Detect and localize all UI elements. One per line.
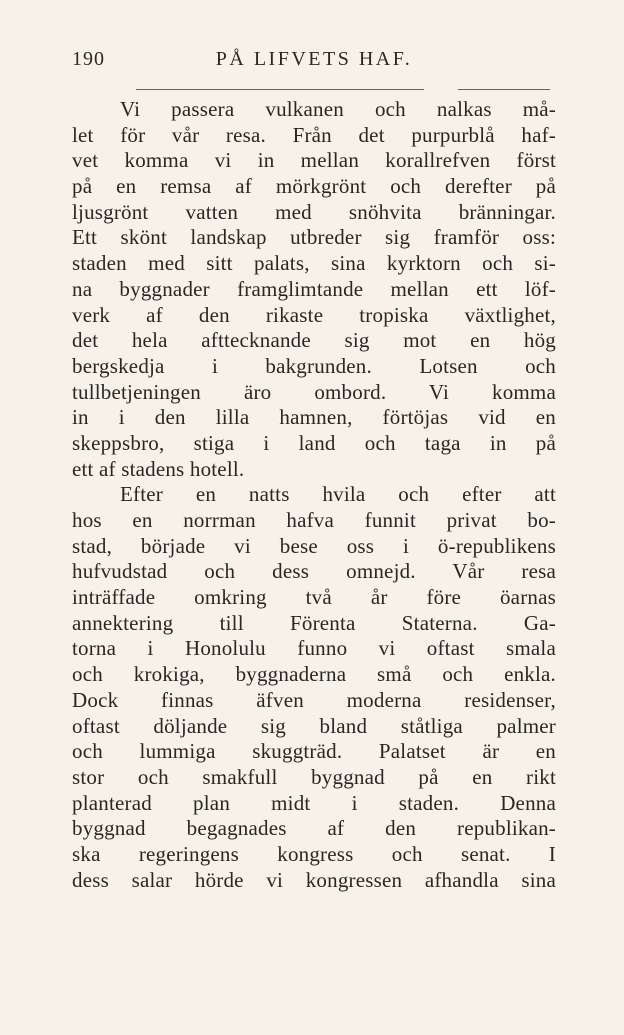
text-line: och lummiga skuggträd. Palatset är en [72,739,556,764]
text-line: verk af den rikaste tropiska växtlighet, [72,302,556,327]
text-line: och krokiga, byggnaderna små och enkla. [72,662,556,687]
text-line: dess salar hörde vi kongressen afhandla sina [72,867,556,892]
text-line: hos en norrman hafva funnit privat bo- [72,508,556,532]
text-line: Dock finnas äfven moderna residenser, [72,687,556,712]
text-line: hufvudstad och dess omnejd. Vår resa [72,559,556,584]
page-header [72,48,556,78]
text-line: ska regeringens kongress och senat. I [72,841,556,866]
text-line: oftast döljande sig bland ståtliga palmer [72,713,556,738]
text-line: vet komma vi in mellan korallrefven först [72,148,556,173]
text-line: in i den lilla hamnen, förtöjas vid en [72,405,556,430]
text-line: torna i Honolulu funno vi oftast smala [72,636,556,661]
page-number: 190 [72,48,105,70]
text-line: stad, började vi bese oss i ö-republikens [72,533,556,558]
text-line: det hela afttecknande sig mot en hög [72,328,556,353]
header-rule-right [458,89,550,90]
text-line: skeppsbro, stiga i land och taga in på [72,430,556,455]
text-line: ljusgrönt vatten med snöhvita bränningar. [72,199,556,224]
text-line: stor och smakfull byggnad på en rikt [72,764,556,789]
text-line: bergskedja i bakgrunden. Lotsen och [72,353,556,378]
text-line: planterad plan midt i staden. Denna [72,790,556,815]
text-line: annektering till Förenta Staterna. Ga- [72,610,556,635]
text-line: inträffade omkring två år före öarnas [72,585,556,610]
text-line: på en remsa af mörkgrönt och derefter på [72,174,556,199]
text-line: Efter en natts hvila och efter att [120,482,556,507]
text-line: tullbetjeningen äro ombord. Vi komma [72,379,556,404]
text-line: Ett skönt landskap utbreder sig framför oss: [72,225,556,250]
text-line: na byggnader framglimtande mellan ett löf- [72,276,556,301]
body-text [72,97,556,893]
text-line: let för vår resa. Från det purpurblå haf- [72,122,556,147]
text-line: Vi passera vulkanen och nalkas må- [120,97,556,121]
running-title: PÅ LIFVETS HAF. [215,48,413,70]
text-line: byggnad begagnades af den republikan- [72,816,556,841]
text-line: ett af stadens hotell. [72,456,245,481]
header-rule-left [136,89,424,90]
text-line: staden med sitt palats, sina kyrktorn och si- [72,251,556,276]
